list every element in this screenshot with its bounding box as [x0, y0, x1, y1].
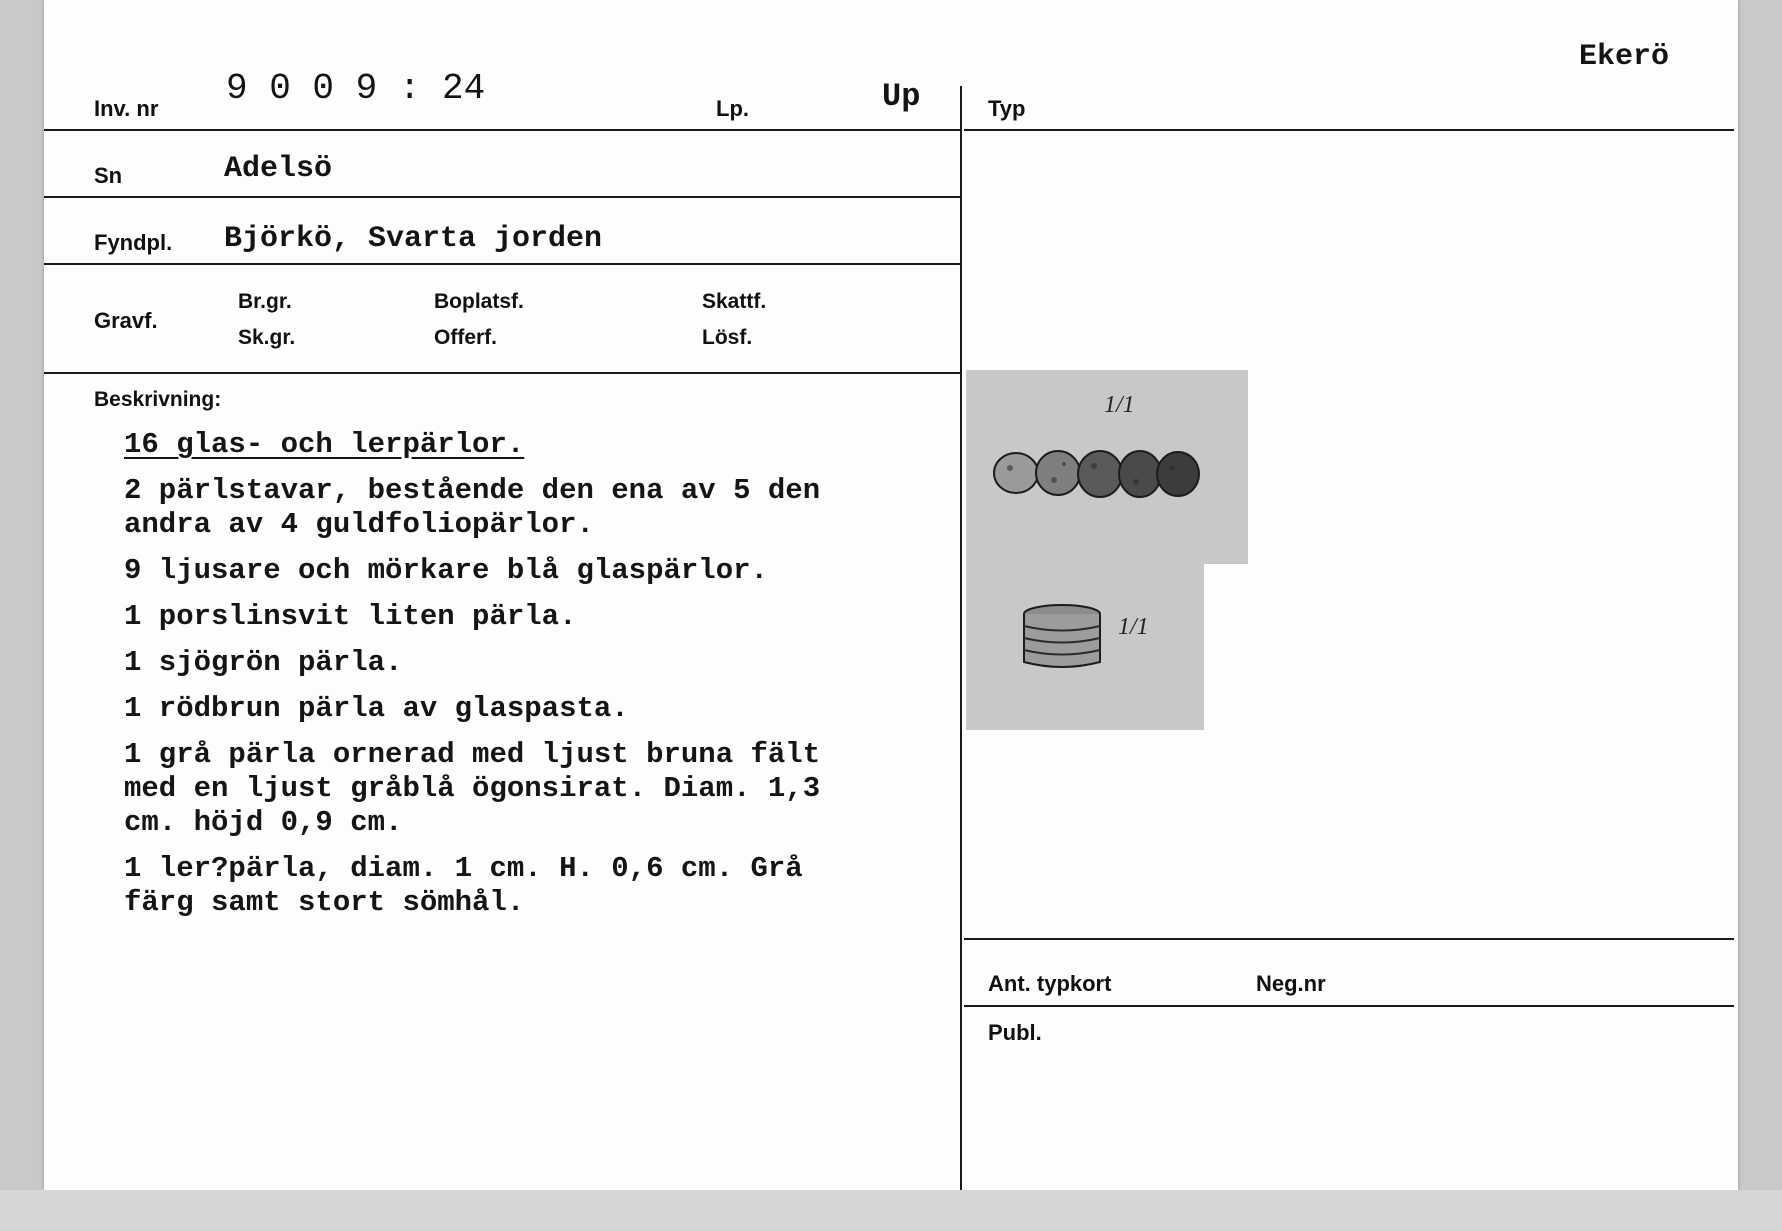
- bead-bar-drawing: [966, 370, 1248, 564]
- rule-line: [964, 129, 1734, 131]
- bead-bar-scale: 1/1: [1104, 392, 1135, 418]
- beskrivning-label: Beskrivning:: [94, 388, 222, 411]
- description-paragraph: 1 grå pärla ornerad med ljust bruna fält med en ljust gråblå ögonsirat. Diam. 1,3 cm. höjd 0,9 cm.: [124, 738, 821, 839]
- description-paragraph: 1 rödbrun pärla av glaspasta.: [124, 692, 629, 725]
- landskap-value: Up: [882, 78, 921, 115]
- rule-line: [44, 196, 960, 198]
- negnr-label: Neg.nr: [1256, 971, 1326, 996]
- publ-label: Publ.: [988, 1020, 1042, 1045]
- description-title: 16 glas- och lerpärlor.: [124, 428, 525, 461]
- rule-line: [964, 1005, 1734, 1007]
- fyndpl-value: Björkö, Svarta jorden: [224, 222, 603, 256]
- sn-label: Sn: [94, 163, 123, 188]
- ant-typkort-label: Ant. typkort: [988, 971, 1112, 996]
- typ-label: Typ: [988, 96, 1026, 121]
- description-paragraph: 9 ljusare och mörkare blå glaspärlor.: [124, 554, 768, 587]
- scan-background: [0, 1190, 1782, 1231]
- bead-bar-photo: [966, 370, 1248, 564]
- sn-value: Adelsö: [224, 152, 333, 186]
- gravf-label: Gravf.: [94, 308, 158, 333]
- rule-line: [44, 372, 960, 374]
- inv-nr-label: Inv. nr: [94, 96, 159, 121]
- lp-label: Lp.: [716, 96, 749, 121]
- description-paragraph: 1 ler?pärla, diam. 1 cm. H. 0,6 cm. Grå färg samt stort sömhål.: [124, 852, 803, 919]
- skattf-label: Skattf.: [702, 290, 767, 313]
- skgr-label: Sk.gr.: [238, 326, 296, 349]
- municipality-name: Ekerö: [1579, 40, 1670, 74]
- rule-line: [44, 263, 960, 265]
- description-paragraph: 2 pärlstavar, bestående den ena av 5 den andra av 4 guldfoliopärlor.: [124, 474, 821, 541]
- offerf-label: Offerf.: [434, 326, 497, 349]
- ring-bead-scale: 1/1: [1118, 614, 1149, 640]
- description: [124, 428, 1004, 932]
- boplatsf-label: Boplatsf.: [434, 290, 524, 313]
- fyndpl-label: Fyndpl.: [94, 230, 173, 255]
- rule-line: [964, 938, 1734, 940]
- description-paragraph: 1 porslinsvit liten pärla.: [124, 600, 577, 633]
- catalog-card: [44, 0, 1738, 1190]
- description-paragraph: 1 sjögrön pärla.: [124, 646, 403, 679]
- losf-label: Lösf.: [702, 326, 753, 349]
- inv-nr-value: 9 0 0 9 : 24: [226, 68, 486, 109]
- rule-line: [44, 129, 960, 131]
- brgr-label: Br.gr.: [238, 290, 292, 313]
